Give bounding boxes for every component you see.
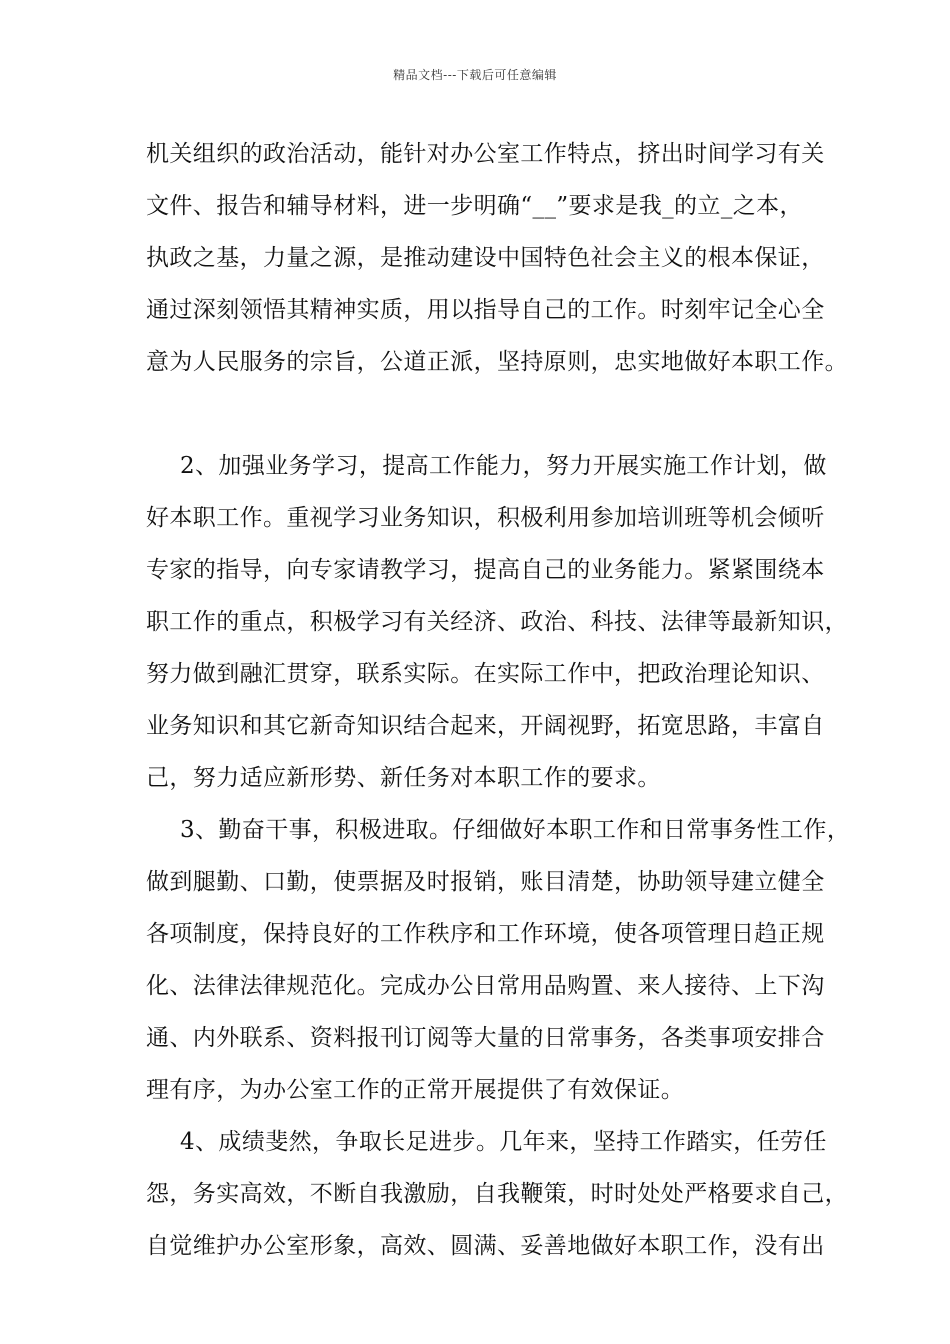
page-header: 精品文档---下载后可任意编辑 (393, 68, 557, 82)
text-line: 2、加强业务学习，提高工作能力，努力开展实施工作计划，做 (180, 453, 827, 479)
paragraph-3 (146, 804, 851, 1116)
text-line: 3、勤奋干事，积极进取。仔细做好本职工作和日常事务性工作， (180, 817, 851, 843)
text-line: 怨，务实高效，不断自我激励，自我鞭策，时时处处严格要求自己， (146, 1181, 848, 1207)
text-line: 机关组织的政治活动，能针对办公室工作特点，挤出时间学习有关 (146, 141, 825, 167)
paragraph-2 (146, 440, 848, 804)
text-line: 业务知识和其它新奇知识结合起来，开阔视野，拓宽思路，丰富自 (146, 713, 825, 739)
text-line: 理有序，为办公室工作的正常开展提供了有效保证。 (146, 1077, 685, 1103)
text-line: 好本职工作。重视学习业务知识，积极利用参加培训班等机会倾听 (146, 505, 825, 531)
paragraph-1 (146, 128, 848, 388)
text-line: 做到腿勤、口勤，使票据及时报销，账目清楚，协助领导建立健全 (146, 869, 825, 895)
text-line: 自觉维护办公室形象，高效、圆满、妥善地做好本职工作，没有出 (146, 1233, 825, 1259)
text-line: 通过深刻领悟其精神实质，用以指导自己的工作。时刻牢记全心全 (146, 297, 825, 323)
text-line: 各项制度，保持良好的工作秩序和工作环境，使各项管理日趋正规 (146, 921, 825, 947)
text-line: 通、内外联系、资料报刊订阅等大量的日常事务，各类事项安排合 (146, 1025, 825, 1051)
text-line: 己，努力适应新形势、新任务对本职工作的要求。 (146, 765, 661, 791)
text-line: 意为人民服务的宗旨，公道正派，坚持原则，忠实地做好本职工作。 (146, 349, 848, 375)
text-line: 专家的指导，向专家请教学习，提高自己的业务能力。紧紧围绕本 (146, 557, 825, 583)
paragraph-4 (146, 1116, 848, 1272)
text-line: 文件、报告和辅导材料，进一步明确“__”要求是我_的立_之本， (146, 193, 803, 219)
text-line: 4、成绩斐然，争取长足进步。几年来，坚持工作踏实，任劳任 (180, 1129, 827, 1155)
text-line: 执政之基，力量之源，是推动建设中国特色社会主义的根本保证， (146, 245, 825, 271)
document-body (146, 128, 851, 1272)
text-line: 努力做到融汇贯穿，联系实际。在实际工作中，把政治理论知识、 (146, 661, 825, 687)
text-line: 化、法律法律规范化。完成办公日常用品购置、来人接待、上下沟 (146, 973, 825, 999)
paragraph-gap (146, 388, 836, 440)
text-line: 职工作的重点，积极学习有关经济、政治、科技、法律等最新知识， (146, 609, 848, 635)
